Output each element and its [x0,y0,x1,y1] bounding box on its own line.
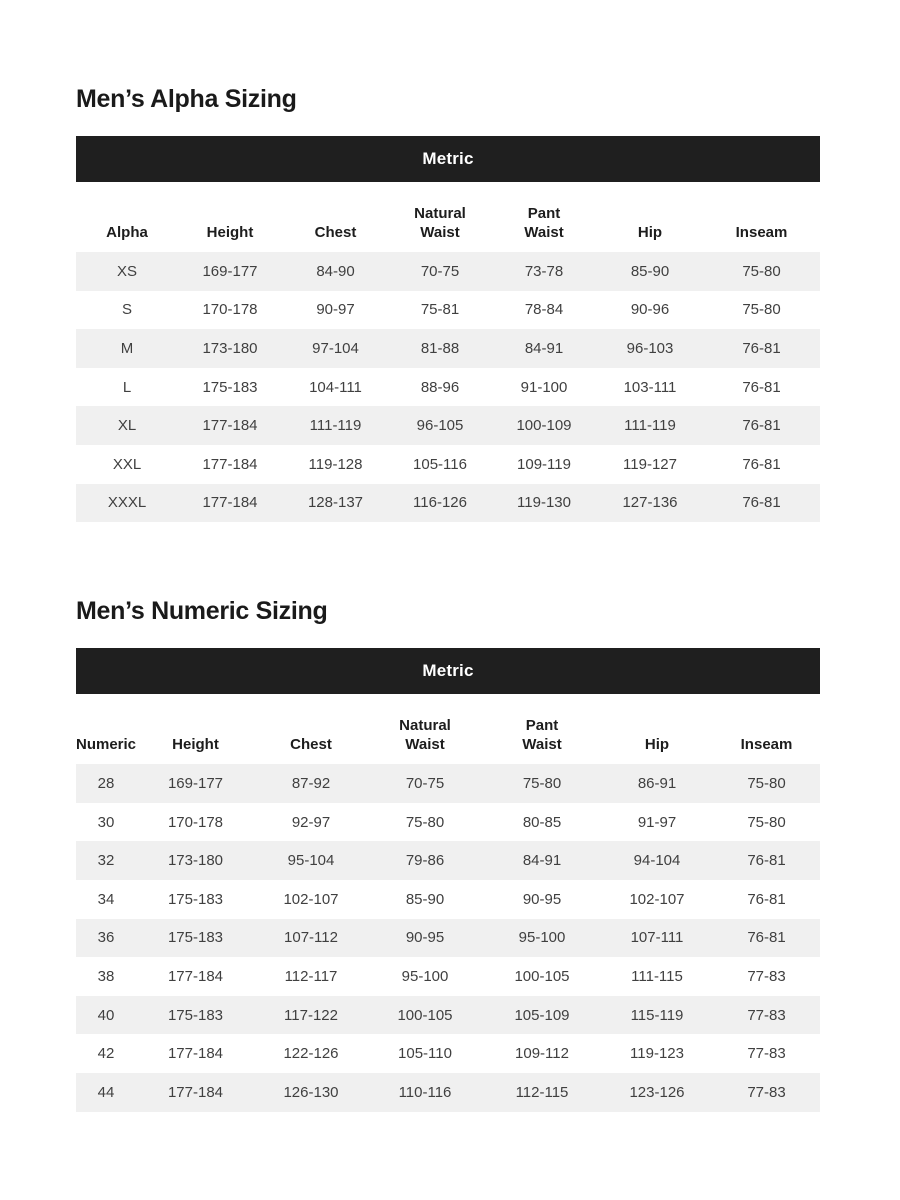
table-cell: 104-111 [309,378,362,396]
numeric-sizing-table [76,694,820,1111]
table-cell: L [122,378,132,396]
table-cell: 111-119 [624,417,676,435]
table-cell: 169-177 [202,262,258,280]
table-cell: 75-81 [420,301,460,319]
table-cell: 76-81 [747,852,786,870]
table-cell: 100-109 [516,417,572,435]
table-cell: 76-81 [742,455,781,473]
column-header: Hip [644,736,670,754]
metric-tab[interactable] [76,136,820,182]
table-cell: 105-116 [413,455,467,473]
table-cell: XXXL [107,494,147,512]
table-cell: 75-80 [522,774,562,792]
column-header: Numeric [76,736,137,754]
metric-tab-label: Metric [422,149,474,168]
table-row [76,1073,820,1112]
table-cell: 122-126 [283,1045,339,1063]
table-cell: 90-95 [522,890,562,908]
table-cell: 76-81 [742,417,781,435]
table-cell: 90-95 [405,929,445,947]
header-row [76,182,820,252]
table-cell: 102-107 [629,890,685,908]
table-cell: 119-130 [517,494,571,512]
table-cell: 75-80 [742,301,781,319]
alpha-sizing-table [76,182,820,522]
table-cell: 76-81 [742,494,781,512]
table-cell: 32 [97,852,115,870]
table-cell: XS [116,262,137,280]
table-cell: 73-78 [524,262,564,280]
table-row [76,919,820,958]
column-header: Hip [637,224,663,241]
table-cell: 116-126 [413,494,467,512]
table-cell: 90-96 [630,301,670,319]
table-cell: 112-115 [515,1083,569,1101]
metric-tab-label: Metric [422,661,474,681]
table-cell: 177-184 [167,1083,224,1101]
table-cell: 76-81 [747,890,786,908]
table-cell: 76-81 [742,339,781,357]
table-cell: 76-81 [747,929,786,947]
table-cell: 84-91 [524,339,564,357]
table-cell: 77-83 [747,1045,786,1063]
table-cell: 70-75 [405,774,445,792]
table-cell: 90-97 [316,301,355,319]
table-row [76,996,820,1035]
table-cell: 105-110 [398,1045,452,1063]
table-cell: 75-80 [405,813,445,831]
table-cell: 92-97 [291,813,331,831]
table-row [76,252,820,291]
column-header: Chest [314,224,357,241]
table-cell: 78-84 [524,301,564,319]
table-row [76,841,820,880]
table-row [76,406,820,445]
table-cell: 42 [97,1045,115,1063]
table-cell: 88-96 [420,378,460,396]
table-cell: 110-116 [398,1083,452,1101]
table-row [76,764,820,803]
table-cell: 173-180 [202,339,258,357]
table-cell: 44 [97,1083,115,1101]
table-cell: 77-83 [747,1083,786,1101]
table-cell: 77-83 [747,967,786,985]
column-header: Alpha [106,224,148,241]
table-cell: 119-123 [630,1045,684,1063]
table-cell: 95-104 [287,852,335,870]
table-cell: 87-92 [291,774,331,792]
column-header: Inseam [735,224,788,241]
table-cell: 97-104 [312,339,359,357]
table-cell: 123-126 [629,1083,685,1101]
table-cell: 105-109 [514,1006,570,1024]
table-cell: 177-184 [202,417,258,435]
table-cell: 77-83 [747,1006,786,1024]
table-cell: 100-105 [514,967,570,985]
table-cell: 95-100 [518,929,566,947]
alpha-sizing-section [76,84,820,522]
table-cell: 119-128 [308,455,363,473]
table-cell: 91-97 [637,813,677,831]
table-cell: 34 [97,890,115,908]
table-cell: 30 [97,813,115,831]
table-cell: 175-183 [202,378,258,396]
table-cell: 128-137 [307,494,364,512]
table-cell: 40 [97,1006,115,1024]
table-cell: XXL [112,455,142,473]
column-header: Pant Waist [522,717,562,754]
table-cell: 75-80 [747,774,786,792]
table-cell: 127-136 [622,494,678,512]
table-cell: 177-184 [167,967,224,985]
table-row [76,329,820,368]
table-cell: 85-90 [630,262,670,280]
column-header: Height [206,224,254,241]
table-cell: 100-105 [397,1006,453,1024]
column-header: Chest [290,736,332,754]
table-cell: 111-119 [309,417,362,435]
table-cell: 70-75 [420,262,460,280]
table-cell: 107-111 [630,929,684,947]
table-cell: S [121,301,132,319]
table-cell: 84-90 [316,262,355,280]
table-cell: 115-119 [630,1006,684,1024]
metric-tab[interactable] [76,648,820,694]
column-header: Natural Waist [414,205,466,241]
header-row [76,694,820,764]
table-cell: 79-86 [405,852,445,870]
table-cell: 109-119 [517,455,571,473]
table-cell: 75-80 [747,813,786,831]
column-header: Inseam [740,736,793,754]
table-row [76,803,820,842]
table-cell: 96-105 [416,417,464,435]
table-cell: 95-100 [401,967,449,985]
table-cell: 112-117 [284,967,338,985]
table-cell: 175-183 [167,929,224,947]
table-cell: 117-122 [284,1006,338,1024]
table-cell: 96-103 [626,339,674,357]
column-header: Pant Waist [524,205,564,241]
table-cell: 28 [97,774,115,792]
table-cell: 91-100 [520,378,568,396]
table-cell: 86-91 [637,774,677,792]
alpha-sizing-title: Men’s Alpha Sizing [76,85,297,113]
table-cell: 85-90 [405,890,445,908]
table-cell: 175-183 [167,890,224,908]
table-cell: 103-111 [623,378,677,396]
table-cell: 126-130 [283,1083,339,1101]
table-cell: 84-91 [522,852,562,870]
table-cell: 170-178 [202,301,258,319]
numeric-sizing-title: Men’s Numeric Sizing [76,597,328,626]
table-row [76,368,820,407]
table-row [76,880,820,919]
table-cell: 80-85 [522,813,562,831]
table-cell: 81-88 [420,339,460,357]
table-cell: 38 [97,967,115,985]
table-cell: 173-180 [167,852,224,870]
column-header: Natural Waist [399,717,451,754]
table-row [76,957,820,996]
table-cell: 76-81 [742,378,781,396]
table-cell: 36 [97,929,115,947]
table-cell: 119-127 [623,455,677,473]
table-cell: 170-178 [167,813,224,831]
numeric-sizing-section [76,596,820,1111]
table-cell: M [120,339,134,357]
table-cell: 107-112 [284,929,338,947]
table-row [76,1034,820,1073]
table-cell: 177-184 [202,494,258,512]
table-cell: 94-104 [633,852,681,870]
table-row [76,484,820,523]
table-cell: 75-80 [742,262,781,280]
column-header: Height [172,736,219,754]
table-cell: XL [117,417,137,435]
table-cell: 169-177 [167,774,224,792]
table-row [76,291,820,330]
table-cell: 111-115 [631,967,683,985]
table-row [76,445,820,484]
table-cell: 175-183 [167,1006,224,1024]
table-cell: 177-184 [167,1045,224,1063]
table-cell: 109-112 [515,1045,569,1063]
table-cell: 177-184 [202,455,258,473]
table-cell: 102-107 [283,890,339,908]
